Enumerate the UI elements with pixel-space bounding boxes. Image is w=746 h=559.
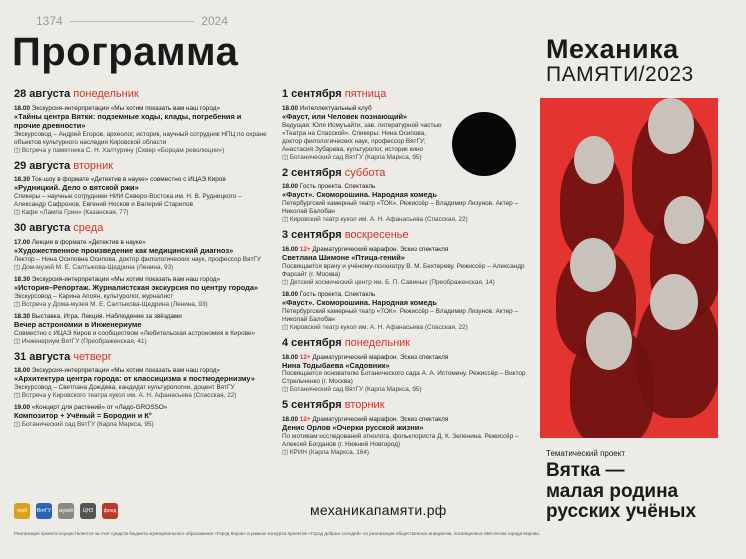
event-location: ◫ КРИН (Карла Маркса, 164): [282, 449, 370, 456]
day-block: [14, 88, 269, 155]
event-title: Вечер астрономии в Инженериуме: [14, 319, 142, 329]
event-item: 18.30 Выставка. Игра. Лекция. Наблюдение за звёздами Вечер астрономии в Инженериуме Совместно с ИЦАЭ Киров и сообществом «Любительская астрономия в Кирове» ◫ Инженериум ВятГУ (Преображенская, 41): [14, 313, 269, 346]
event-title: Нина Тодыбаева «Садовник»: [282, 360, 390, 370]
event-item: 18.00 12+ Драматургический марафон. Эскиз спектакля Нина Тодыбаева «Садовник» Посвящается основателю Ботанического сада А. А. Истомину. Режиссёр – Виктор Стрельченко (г. Москва) ◫ Ботанический сад ВятГУ (Карла Маркса, 95): [282, 354, 532, 395]
event-title: «Художественное произведение как медицинский диагноз»: [14, 245, 234, 255]
project-title: Вятка — малая родина русских учёных: [546, 460, 697, 523]
day-heading: 1 сентября пятница: [282, 88, 387, 100]
age-badge: 12+: [299, 416, 311, 424]
scientists-collage: [540, 98, 718, 438]
event-title: «Фауст». Скоморошина. Народная комедь: [282, 190, 437, 200]
day-heading: 2 сентября суббота: [282, 166, 386, 179]
event-location: ◫ Инженериум ВятГУ (Преображенская, 41): [14, 337, 147, 345]
event-title: «Архитектура центра города: от классицизма к постмодернизму»: [14, 374, 255, 384]
event-title: Светлана Шимоне «Птица-гений»: [282, 253, 405, 262]
event-location: ◫ Кафе «Лампа Грин» (Казанская, 77): [14, 209, 129, 217]
center-logo-icon: ЦНЗ: [80, 503, 96, 519]
event-location: ◫ Дом-музей М. Е. Салтыкова-Щедрина (Ленина, 93): [14, 263, 174, 271]
event-item: 18.30 Экскурсия-интерпретации «Мы хотим показать вам наш город» «История–Репортаж. Журналистская экскурсия по центру города» Экскурсовод – Карина Апоян, культуролог, журналист ◫ Встреча у Дома-музея М. Е. Салтыкова-Щедрина (Ленина, 93): [14, 276, 269, 309]
event-item: 18.00 Гость проекта. Спектакль «Фауст». Скоморошина. Народная комедь Петербургский камерный театр «ТОК». Режиссёр – Владимир Лизунов. Актер – Николай Балобан ◫ Кировский театр кукол им. А. Н. Афанасьева (Спасская, 22): [282, 291, 532, 332]
day-heading: 30 августа среда: [14, 222, 104, 235]
event-title: «Рудницкий. Дело о вятской ржи»: [14, 183, 139, 193]
year-end: 2024: [201, 14, 228, 28]
event-item: 18.00 Экскурсия-интерпретации «Мы хотим показать вам наш город» «Тайны центра Вятки: подземные ходы, клады, погребения и прочие древности» Экскурсовод – Андрей Егоров, археолог, историк, научный сотрудник НПЦ по охране объектов культурного наследия Кировской области ◫ Встреча у памятника С. Н. Халтурину (Сквер «Борцам революции»): [14, 105, 269, 155]
age-badge: 12+: [299, 353, 311, 361]
event-location: ◫ Встреча у памятника С. Н. Халтурину (Сквер «Борцам революции»): [14, 146, 225, 154]
event-location: ◫ Встреча у Кировского театра кукол им. А. Н. Афанасьева (Спасская, 22): [14, 392, 237, 400]
event-location: ◫ Ботанический сад ВятГУ (Карла Маркса, 95): [282, 153, 422, 161]
event-location: ◫ Кировский театр кукол им. А. Н. Афанасьева (Спасская, 22): [282, 216, 468, 224]
museum-logo-icon: музей: [58, 503, 74, 519]
day-block: [282, 337, 532, 395]
event-location: ◫ Ботанический сад ВятГУ (Карла Маркса, 95): [14, 421, 154, 428]
event-title: «Тайны центра Вятки: подземные ходы, клады, погребения и прочие древности»: [14, 111, 242, 130]
event-location: ◫ Кировский театр кукол им. А. Н. Афанасьева (Спасская, 22): [282, 323, 468, 331]
event-item: 18.00 Интеллектуальный клуб «Фауст, или Человек познающий» Ведущая: Юля Исмуъайти, зав. литературной частью «Театра на Спасской». Спикеры: Нина Осипова, доктор филологических наук, профессор ВятГУ; Анастасия Зубарева, культуролог, историк кино ◫ Ботанический сад ВятГУ (Карла Маркса, 95): [282, 105, 532, 162]
event-location: ◫ Ботанический сад ВятГУ (Карла Маркса, 95): [282, 386, 422, 394]
event-item: 16.00 12+ Драматургический марафон. Эскиз спектакля Светлана Шимоне «Птица-гений» Посвящается врачу и учёному-психиатру В. М. Бехтереву. Режиссёр – Александр Фарсайт (г. Москва) ◫ Детский космический центр им. Б. П. Савиных (Преображенская, 14): [282, 246, 532, 287]
day-block: [282, 167, 532, 225]
year-range: [36, 14, 228, 28]
event-title: Композитор + Учёный = Бородин и К°: [14, 411, 152, 421]
schedule-column-august: [14, 88, 269, 434]
decorative-circle: [452, 112, 516, 176]
partner-logos: [14, 503, 118, 519]
event-title: «Фауст, или Человек познающий»: [282, 111, 408, 121]
brand-logo: Механика ПАМЯТИ/2023: [546, 34, 694, 86]
event-item: 18.00 Экскурсия-интерпретации «Мы хотим показать вам наш город» «Архитектура центра города: от классицизма к постмодернизму» Экскурсовод – Светлана Дождева, кандидат культурологии, доцент ВятГУ ◫ Встреча у Кировского театра кукол им. А. Н. Афанасьева (Спасская, 22): [14, 367, 269, 400]
event-title: «Фауст». Скоморошина. Народная комедь: [282, 297, 437, 307]
day-heading: 5 сентября вторник: [282, 399, 385, 412]
project-label: Тематический проект: [546, 449, 626, 458]
coat-of-arms-icon: герб: [14, 503, 30, 519]
event-location: ◫ Детский космический центр им. Б. П. Савиных (Преображенская, 14): [282, 278, 495, 286]
age-badge: 12+: [299, 246, 311, 253]
event-title: Денис Орлов «Очерки русской жизни»: [282, 423, 424, 433]
day-block: [14, 222, 269, 345]
event-item: 19.00 «Концерт для растений» от «Ладо-GROSSO» Композитор + Учёный = Бородин и К° ◫ Ботанический сад ВятГУ (Карла Маркса, 95): [14, 404, 269, 429]
year-start: 1374: [36, 14, 63, 28]
event-item: 18.00 Гость проекта. Спектакль «Фауст». Скоморошина. Народная комедь Петербургский камерный театр «ТОК». Режиссёр – Владимир Лизунов. Актер – Николай Балобан ◫ Кировский театр кукол им. А. Н. Афанасьева (Спасская, 22): [282, 183, 532, 224]
event-item: 18.30 Ток-шоу в формате «Детектив в науке» совместно с ИЦАЭ Киров «Рудницкий. Дело о вятской ржи» Спикеры – научные сотрудники НИИ Северо-Востока им. Н. В. Рудницкого – Александр Сафронов, Евгений Носков и Валерий Старилов ◫ Кафе «Лампа Грин» (Казанская, 77): [14, 176, 269, 217]
page-title: Программа: [12, 30, 239, 74]
day-block: [282, 229, 532, 332]
year-divider: [70, 21, 194, 22]
university-logo-icon: ВятГУ: [36, 503, 52, 519]
footer-note: Реализация проекта осуществляется за счет средств бюджета муниципального образования «Город Киров» в рамках конкурса проектов «Город добрых соседей» по реализации общественных инициатив, посвященных 650-летию города Кирова.: [14, 531, 540, 536]
day-block: [282, 399, 532, 457]
event-item: 17.00 Лекция в формате «Детектив в науке» «Художественное произведение как медицинский диагноз» Лектор – Нина Осиповна Осипова, доктор филологических наук, профессор ВятГУ ◫ Дом-музей М. Е. Салтыкова-Щедрина (Ленина, 93): [14, 239, 269, 272]
day-block: [14, 160, 269, 218]
website-link[interactable]: механикапамяти.рф: [310, 502, 447, 518]
event-item: 18.00 12+ Драматургический марафон. Эскиз спектакля Денис Орлов «Очерки русской жизни» По мотивам исследований этнолога, фольклориста Д. К. Зеленина. Режиссёр – Алексей Богданов (г. Нижний Новгород) ◫ КРИН (Карла Маркса, 164): [282, 416, 532, 457]
event-location: ◫ Встреча у Дома-музея М. Е. Салтыкова-Щедрина (Ленина, 93): [14, 300, 208, 308]
day-heading: 31 августа четверг: [14, 350, 112, 363]
day-heading: 4 сентября понедельник: [282, 336, 411, 349]
day-heading: 3 сентября воскресенье: [282, 229, 409, 242]
fund-logo-icon: фонд: [102, 503, 118, 519]
day-block: [14, 351, 269, 430]
event-title: «История–Репортаж. Журналистская экскурсия по центру города»: [14, 282, 259, 292]
day-heading: 29 августа вторник: [14, 159, 114, 172]
day-heading: 28 августа понедельник: [14, 88, 139, 100]
